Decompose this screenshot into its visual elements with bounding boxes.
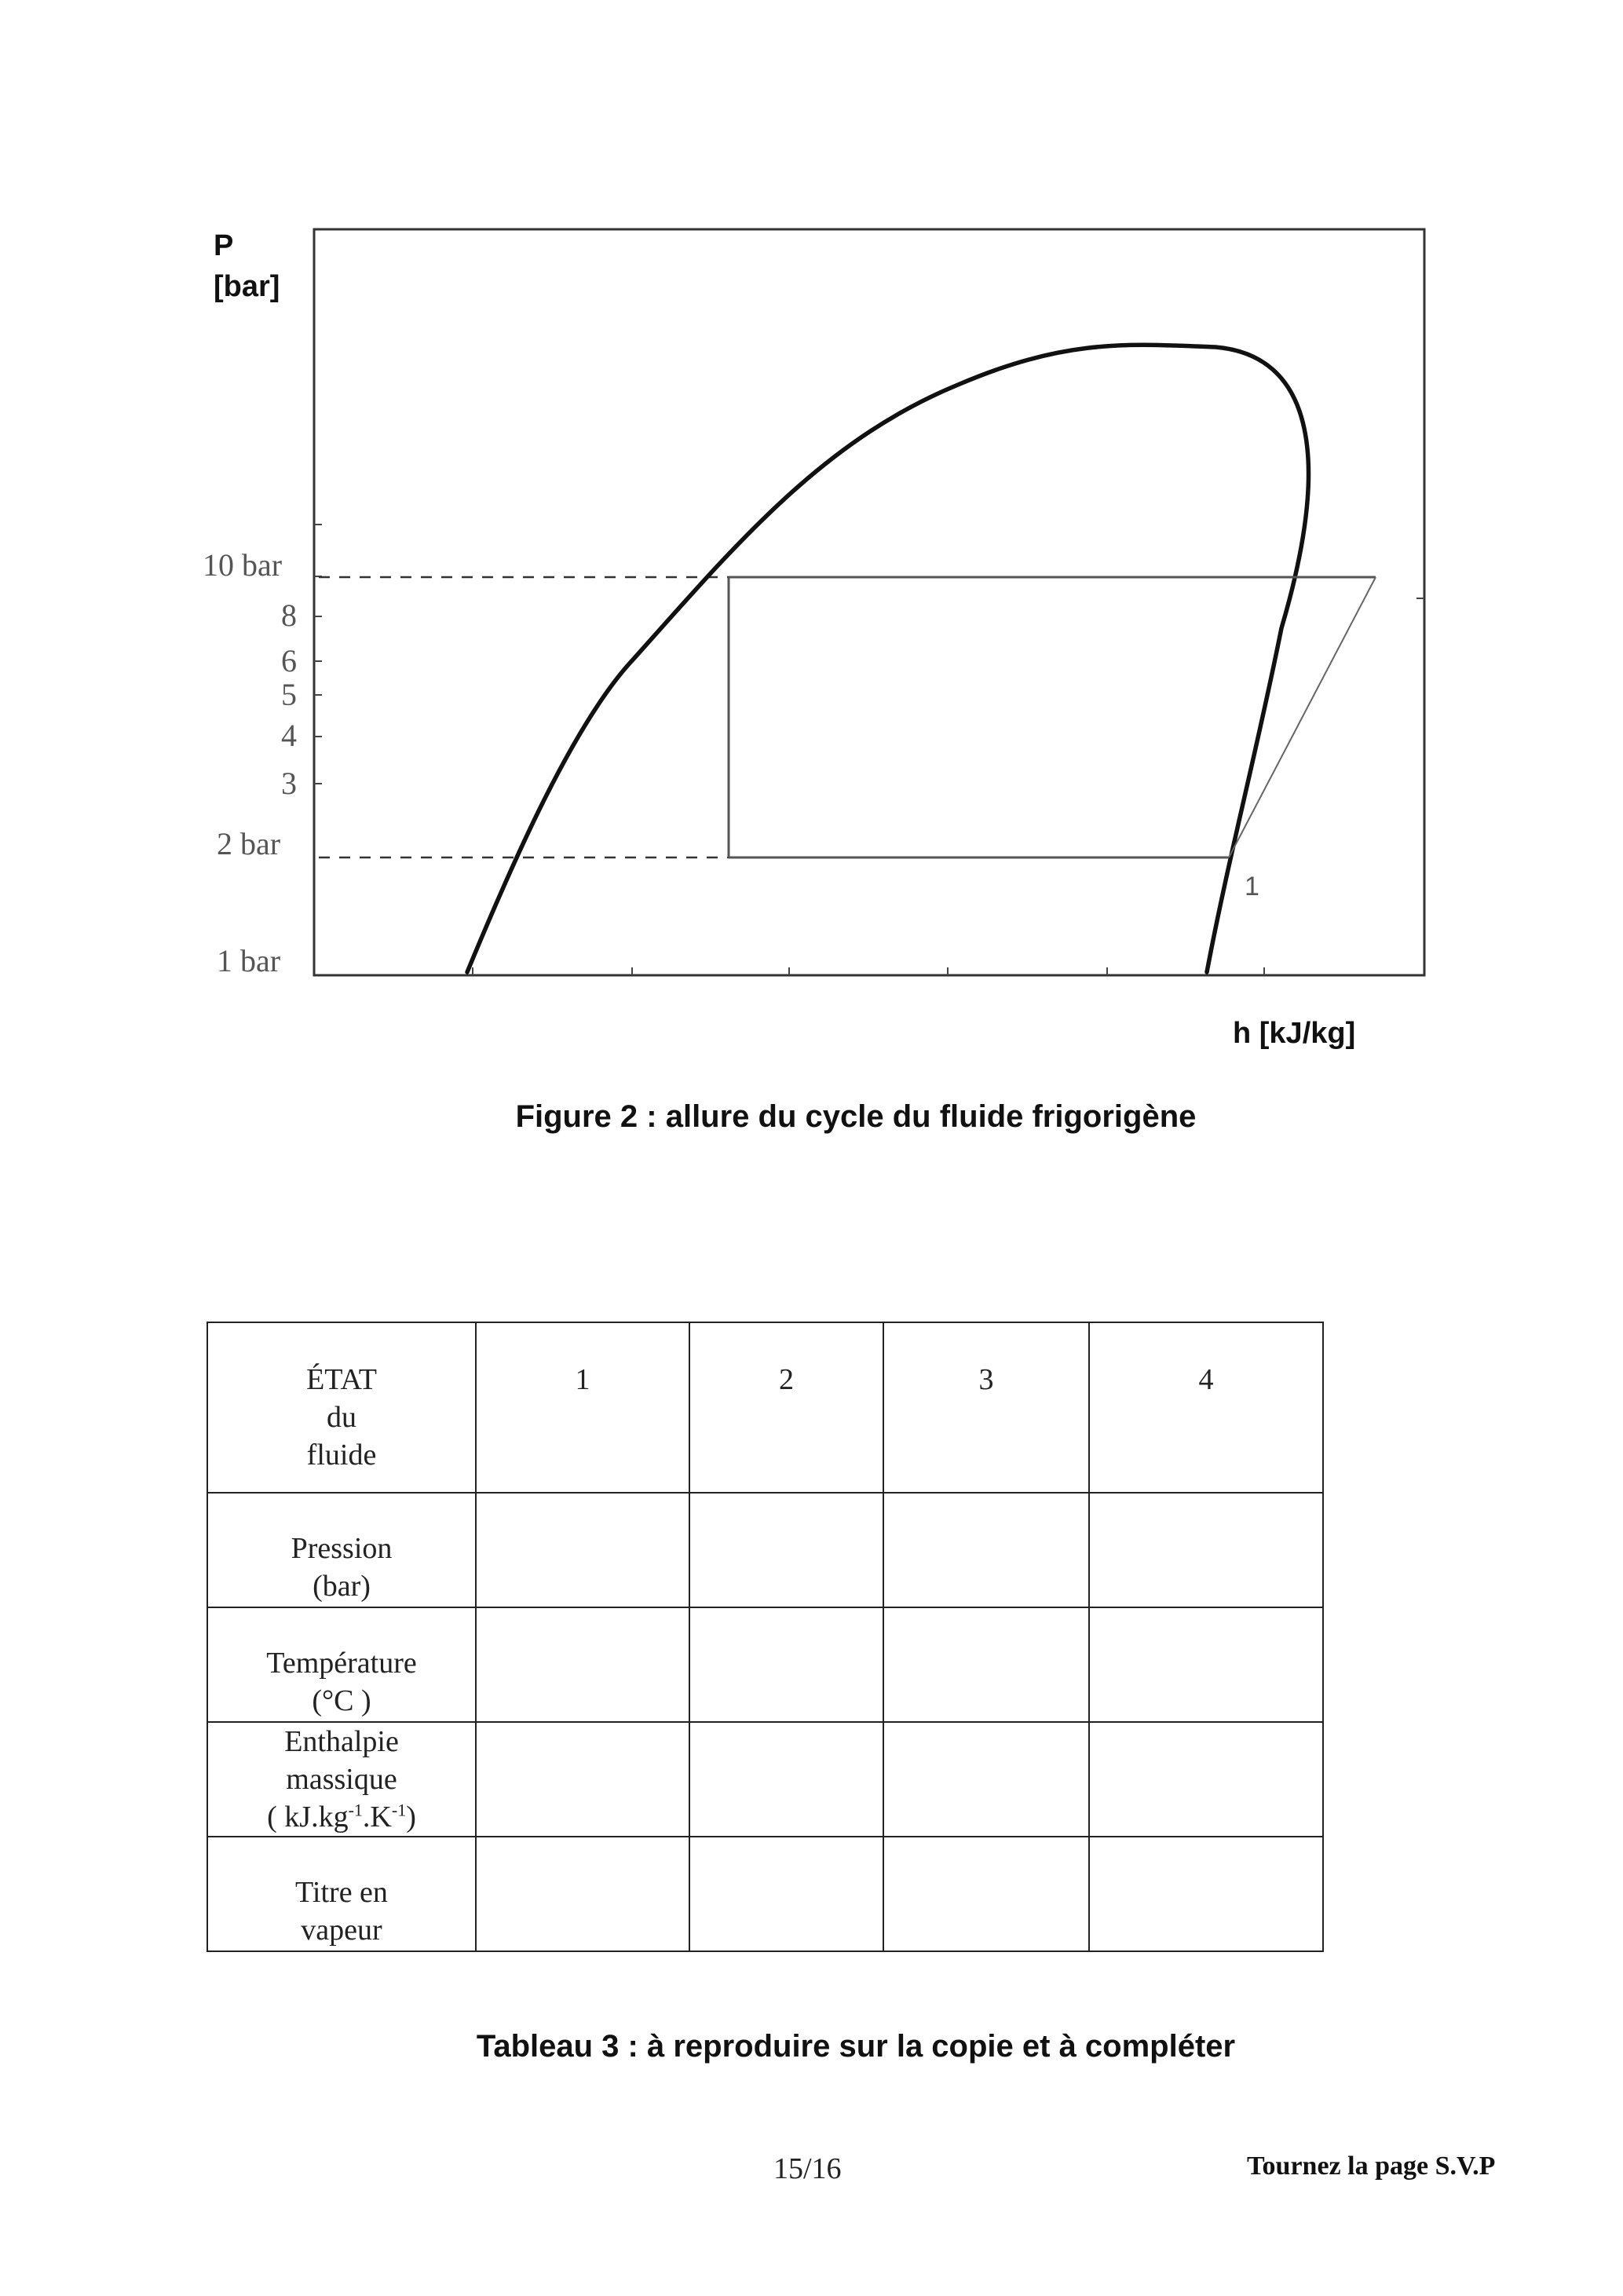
table-cell[interactable] (1089, 1607, 1323, 1722)
enthalpie-unit (208, 1798, 475, 1836)
refrigeration-cycle (729, 577, 1376, 857)
header-cell-state-1: 1 (476, 1322, 689, 1493)
table-row-header (207, 1322, 1323, 1493)
enthalpie-unit-c: ) (406, 1801, 416, 1834)
header-cell-state-3: 3 (883, 1322, 1089, 1493)
enthalpie-exp-1: -1 (348, 1800, 363, 1820)
turn-page-note: Tournez la page S.V.P (1247, 2152, 1496, 2181)
header-cell-state-4: 4 (1089, 1322, 1323, 1493)
table-caption: Tableau 3 : à reproduire sur la copie et à compléter (476, 2029, 1236, 2064)
header-cell-state-2: 2 (689, 1322, 883, 1493)
table-cell[interactable] (689, 1607, 883, 1722)
header-label-line2: du (327, 1401, 356, 1434)
row-label-temperature (207, 1607, 476, 1722)
header-label-line3: fluide (306, 1439, 377, 1472)
header-label-line1: ÉTAT (306, 1363, 377, 1396)
enthalpie-unit-a: ( kJ.kg (267, 1801, 349, 1834)
table-cell[interactable] (1089, 1722, 1323, 1837)
table-row-enthalpie (207, 1722, 1323, 1837)
tick-label-4: 4 (281, 718, 297, 753)
y-axis-label-unit: [bar] (214, 270, 280, 303)
table-cell[interactable] (883, 1722, 1089, 1837)
titre-label-2: vapeur (301, 1914, 382, 1947)
table-cell[interactable] (476, 1493, 689, 1607)
figure-caption: Figure 2 : allure du cycle du fluide frigorigène (515, 1099, 1197, 1134)
table-cell[interactable] (883, 1607, 1089, 1722)
table-row-pression (207, 1493, 1323, 1607)
state-table (207, 1322, 1324, 1952)
temperature-label: Température (266, 1647, 417, 1680)
table-cell[interactable] (883, 1837, 1089, 1951)
table-row-temperature (207, 1607, 1323, 1722)
tick-label-1-bar: 1 bar (217, 943, 281, 978)
compression-line (1229, 577, 1376, 857)
y-axis-label-p: P (214, 229, 234, 262)
point-label-1: 1 (1245, 872, 1259, 901)
tick-label-8: 8 (281, 598, 297, 633)
tick-label-3: 3 (281, 766, 297, 801)
row-label-enthalpie (207, 1722, 476, 1837)
pression-unit: (bar) (313, 1570, 371, 1603)
tick-label-6: 6 (281, 643, 297, 678)
plot-frame (314, 229, 1424, 975)
page-number: 15/16 (773, 2152, 842, 2185)
tick-label-5: 5 (281, 677, 297, 712)
titre-label: Titre en (295, 1876, 388, 1909)
temperature-unit: (°C ) (312, 1684, 371, 1717)
pression-label: Pression (291, 1532, 393, 1565)
saturation-curve (467, 345, 1308, 972)
table-cell[interactable] (689, 1837, 883, 1951)
header-cell-etat (207, 1322, 476, 1493)
enthalpie-label: Enthalpie (284, 1725, 399, 1758)
row-label-titre (207, 1837, 476, 1951)
table-cell[interactable] (476, 1722, 689, 1837)
table-cell[interactable] (1089, 1493, 1323, 1607)
tick-label-10-bar: 10 bar (203, 547, 283, 583)
row-label-pression (207, 1493, 476, 1607)
enthalpie-label-2: massique (286, 1763, 397, 1796)
enthalpie-unit-b: .K (362, 1801, 392, 1834)
table-cell[interactable] (476, 1837, 689, 1951)
table-cell[interactable] (689, 1493, 883, 1607)
table-cell[interactable] (476, 1607, 689, 1722)
table-cell[interactable] (689, 1722, 883, 1837)
x-axis-label: h [kJ/kg] (1233, 1017, 1356, 1050)
enthalpie-exp-2: -1 (391, 1800, 407, 1820)
table-cell[interactable] (883, 1493, 1089, 1607)
tick-label-2-bar: 2 bar (217, 826, 281, 861)
ph-diagram (0, 0, 1623, 1099)
table-cell[interactable] (1089, 1837, 1323, 1951)
table-row-titre (207, 1837, 1323, 1951)
